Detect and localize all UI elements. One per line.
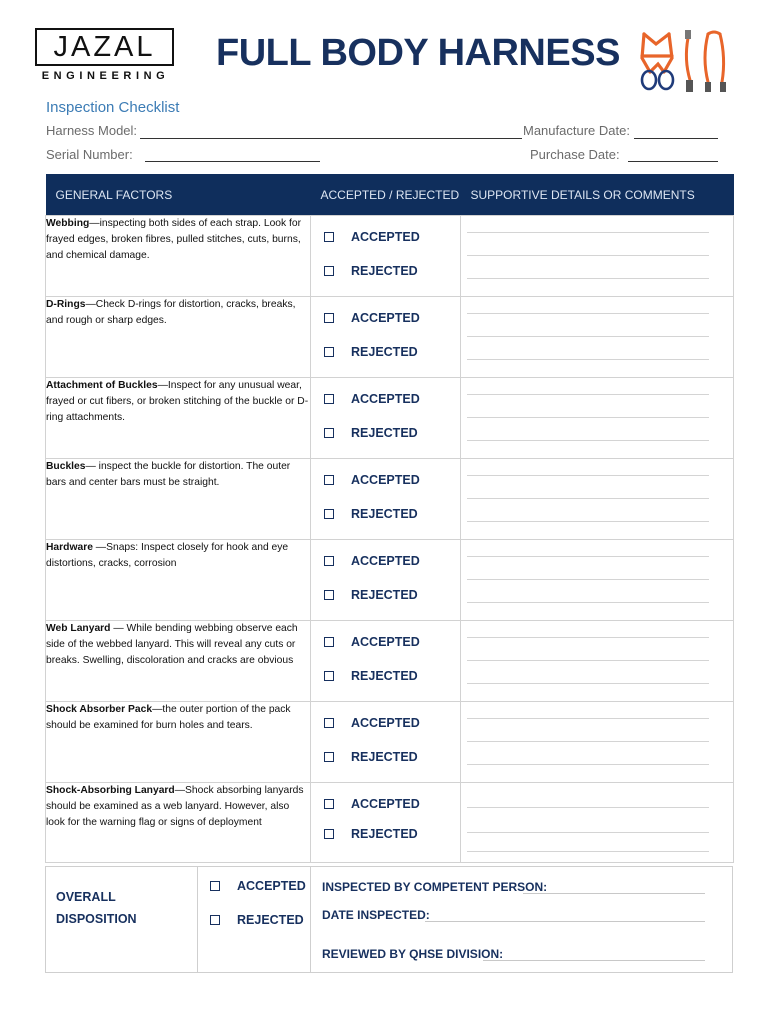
inspection-table: [45, 174, 734, 863]
comment-lines[interactable]: [461, 718, 733, 765]
table-row: [46, 378, 734, 459]
accepted-option-label: ACCEPTED: [351, 230, 420, 244]
comment-lines[interactable]: [461, 807, 733, 852]
accepted-option-label: ACCEPTED: [351, 716, 420, 730]
overall-rejected-label: REJECTED: [237, 913, 304, 927]
factor-name: D-Rings: [46, 299, 86, 310]
factor-cell: [46, 216, 311, 297]
factor-separator: —: [85, 299, 96, 310]
comment-line[interactable]: [467, 336, 709, 337]
comments-cell[interactable]: [461, 378, 734, 459]
comment-lines[interactable]: [461, 475, 733, 522]
rejected-option[interactable]: [311, 343, 460, 361]
reviewed-by-label: REVIEWED BY QHSE DIVISION:: [322, 947, 504, 961]
overall-disposition-label: [56, 886, 137, 930]
factor-name: Attachment of Buckles: [46, 380, 158, 391]
date-inspected-label: DATE INSPECTED:: [322, 908, 430, 922]
status-cell: [311, 459, 461, 540]
checkbox-icon[interactable]: [324, 232, 334, 242]
table-header-row: [46, 174, 734, 216]
factor-description: [46, 378, 310, 426]
rejected-option-label: REJECTED: [351, 588, 418, 602]
comment-line[interactable]: [467, 232, 709, 233]
factor-separator: —: [110, 623, 127, 634]
comment-line[interactable]: [467, 313, 709, 314]
comments-cell[interactable]: [461, 540, 734, 621]
factor-separator: —: [85, 461, 99, 472]
status-cell: [311, 378, 461, 459]
factor-cell: [46, 783, 311, 863]
status-cell: [311, 297, 461, 378]
comment-line[interactable]: [467, 417, 709, 418]
comment-line[interactable]: [467, 602, 709, 603]
factor-text: Shock absorbing lanyards should be examined as a web lanyard. However, also look for the warning flag or signs of deployment: [46, 785, 304, 828]
factor-text: inspect the buckle for distortion. The outer bars and center bars must be straight.: [46, 461, 291, 488]
comment-line[interactable]: [467, 255, 709, 256]
disposition-divider: [197, 866, 198, 973]
checkbox-icon[interactable]: [324, 671, 334, 681]
comment-line[interactable]: [467, 660, 709, 661]
checkbox-icon[interactable]: [324, 799, 334, 809]
checkbox-icon[interactable]: [324, 509, 334, 519]
overall-label: OVERALL: [56, 890, 116, 904]
rejected-option-label: REJECTED: [351, 426, 418, 440]
checkbox-icon[interactable]: [324, 752, 334, 762]
disposition-label: DISPOSITION: [56, 912, 137, 926]
rejected-option[interactable]: [311, 825, 460, 843]
accepted-option[interactable]: [311, 471, 460, 489]
checkbox-icon[interactable]: [324, 718, 334, 728]
checkbox-icon[interactable]: [210, 881, 220, 891]
logo-name: JAZAL: [53, 31, 156, 63]
factor-description: [46, 459, 310, 491]
checkbox-icon[interactable]: [324, 829, 334, 839]
factor-text: Snaps: Inspect closely for hook and eye distortions, cracks, corrosion: [46, 542, 289, 569]
table-row: [46, 702, 734, 783]
harness-model-field[interactable]: [140, 138, 522, 139]
accepted-option[interactable]: [311, 714, 460, 732]
factor-text: inspecting both sides of each strap. Look for frayed edges, broken fibres, pulled stitches, cuts, burns, and chemical damage.: [46, 218, 302, 261]
disposition-divider: [310, 866, 311, 973]
rejected-option[interactable]: [311, 262, 460, 280]
checkbox-icon[interactable]: [324, 637, 334, 647]
table-row: [46, 459, 734, 540]
comment-line[interactable]: [467, 683, 709, 684]
factor-separator: —: [89, 218, 100, 229]
comment-line[interactable]: [467, 498, 709, 499]
comment-line[interactable]: [467, 278, 709, 279]
accepted-option[interactable]: [311, 552, 460, 570]
status-cell: [311, 540, 461, 621]
comment-line[interactable]: [467, 359, 709, 360]
serial-number-field[interactable]: [145, 161, 320, 162]
purchase-date-field[interactable]: [628, 161, 718, 162]
table-row: [46, 621, 734, 702]
inspected-by-field[interactable]: [523, 893, 705, 894]
comment-lines[interactable]: [461, 394, 733, 441]
checkbox-icon[interactable]: [324, 394, 334, 404]
rejected-option-label: REJECTED: [351, 827, 418, 841]
overall-rejected-option[interactable]: [210, 913, 304, 927]
factor-text: Check D-rings for distortion, cracks, breaks, and rough or sharp edges.: [46, 299, 296, 326]
status-cell: [311, 621, 461, 702]
factor-description: [46, 216, 310, 264]
checkbox-icon[interactable]: [324, 590, 334, 600]
comment-line[interactable]: [467, 764, 709, 765]
checkbox-icon[interactable]: [324, 556, 334, 566]
factor-cell: [46, 297, 311, 378]
page-title: FULL BODY HARNESS: [216, 32, 620, 74]
accepted-option-label: ACCEPTED: [351, 392, 420, 406]
checkbox-icon[interactable]: [324, 313, 334, 323]
comment-line[interactable]: [467, 394, 709, 395]
factor-separator: —: [92, 542, 107, 553]
factor-cell: [46, 459, 311, 540]
inspected-by-label: INSPECTED BY COMPETENT PERSON:: [322, 880, 548, 894]
accepted-option-label: ACCEPTED: [351, 311, 420, 325]
table-row: [46, 297, 734, 378]
factor-cell: [46, 540, 311, 621]
reviewed-by-field[interactable]: [483, 960, 705, 961]
comment-line[interactable]: [467, 832, 709, 833]
serial-number-label: Serial Number:: [46, 147, 133, 162]
accepted-option-label: ACCEPTED: [351, 554, 420, 568]
checkbox-icon[interactable]: [324, 347, 334, 357]
comments-cell[interactable]: [461, 297, 734, 378]
rejected-option[interactable]: [311, 505, 460, 523]
accepted-option-label: ACCEPTED: [351, 473, 420, 487]
table-row: [46, 540, 734, 621]
comment-line[interactable]: [467, 440, 709, 441]
table-row: [46, 783, 734, 863]
factor-separator: —: [152, 704, 163, 715]
date-inspected-field[interactable]: [425, 921, 705, 922]
factor-description: [46, 702, 310, 734]
manufacture-date-field[interactable]: [634, 138, 718, 139]
checklist-subtitle: Inspection Checklist: [46, 99, 180, 116]
comment-line[interactable]: [467, 741, 709, 742]
rejected-option-label: REJECTED: [351, 507, 418, 521]
factor-description: [46, 297, 310, 329]
comment-line[interactable]: [467, 807, 709, 808]
comment-line[interactable]: [467, 475, 709, 476]
factor-name: Web Lanyard: [46, 623, 111, 634]
comment-lines[interactable]: [461, 556, 733, 603]
comment-line[interactable]: [467, 556, 709, 557]
comment-line[interactable]: [467, 718, 709, 719]
rejected-option[interactable]: [311, 586, 460, 604]
comments-cell[interactable]: [461, 459, 734, 540]
factor-separator: —: [174, 785, 186, 796]
checkbox-icon[interactable]: [324, 266, 334, 276]
status-cell: [311, 216, 461, 297]
rejected-option-label: REJECTED: [351, 264, 418, 278]
factor-cell: [46, 378, 311, 459]
factor-description: [46, 783, 310, 831]
factor-description: [46, 540, 310, 572]
factor-cell: [46, 621, 311, 702]
overall-accepted-label: ACCEPTED: [237, 879, 306, 893]
rejected-option[interactable]: [311, 424, 460, 442]
rejected-option[interactable]: [311, 667, 460, 685]
comments-cell[interactable]: [461, 621, 734, 702]
accepted-option-label: ACCEPTED: [351, 797, 420, 811]
rejected-option-label: REJECTED: [351, 669, 418, 683]
comments-cell[interactable]: [461, 702, 734, 783]
accepted-option[interactable]: [311, 390, 460, 408]
accepted-option[interactable]: [311, 309, 460, 327]
status-cell: [311, 702, 461, 783]
accepted-option-label: ACCEPTED: [351, 635, 420, 649]
checkbox-icon[interactable]: [210, 915, 220, 925]
comment-line[interactable]: [467, 637, 709, 638]
factor-name: Webbing: [46, 218, 90, 229]
header-accepted-rejected: ACCEPTED / REJECTED: [311, 174, 461, 216]
accepted-option[interactable]: [311, 228, 460, 246]
factor-separator: —: [157, 380, 168, 391]
rejected-option[interactable]: [311, 748, 460, 766]
table-row: [46, 216, 734, 297]
overall-accepted-option[interactable]: [210, 879, 306, 893]
logo-subtitle: ENGINEERING: [41, 70, 170, 82]
comment-lines[interactable]: [461, 313, 733, 360]
accepted-option[interactable]: [311, 795, 460, 813]
comment-line[interactable]: [467, 521, 709, 522]
factor-text: the outer portion of the pack should be examined for burn holes and tears.: [46, 704, 291, 731]
harness-model-label: Harness Model:: [46, 123, 138, 138]
accepted-option[interactable]: [311, 633, 460, 651]
header-comments: SUPPORTIVE DETAILS OR COMMENTS: [461, 174, 734, 216]
purchase-date-label: Purchase Date:: [530, 147, 620, 162]
factor-name: Hardware: [46, 542, 93, 553]
comment-lines[interactable]: [461, 232, 733, 279]
factor-name: Shock-Absorbing Lanyard: [46, 785, 175, 796]
comments-cell[interactable]: [461, 783, 734, 863]
comment-lines[interactable]: [461, 637, 733, 684]
factor-description: [46, 621, 310, 669]
comment-line[interactable]: [467, 579, 709, 580]
factor-name: Buckles: [46, 461, 86, 472]
manufacture-date-label: Manufacture Date:: [523, 123, 630, 138]
checkbox-icon[interactable]: [324, 428, 334, 438]
rejected-option-label: REJECTED: [351, 750, 418, 764]
status-cell: [311, 783, 461, 863]
factor-text: While bending webbing observe each side of the webbed lanyard. This will reveal any cuts or breaks. Swelling, discoloration and cracks are obvious: [46, 623, 298, 666]
comment-line[interactable]: [467, 851, 709, 852]
factor-cell: [46, 702, 311, 783]
header-general-factors: GENERAL FACTORS: [46, 174, 311, 216]
factor-name: Shock Absorber Pack: [46, 704, 153, 715]
checkbox-icon[interactable]: [324, 475, 334, 485]
rejected-option-label: REJECTED: [351, 345, 418, 359]
factor-text: Inspect for any unusual wear, frayed or cut fibers, or broken stitching of the buckle or D-ring attachments.: [46, 380, 309, 423]
comments-cell[interactable]: [461, 216, 734, 297]
harness-illustration-icon: [636, 28, 736, 94]
